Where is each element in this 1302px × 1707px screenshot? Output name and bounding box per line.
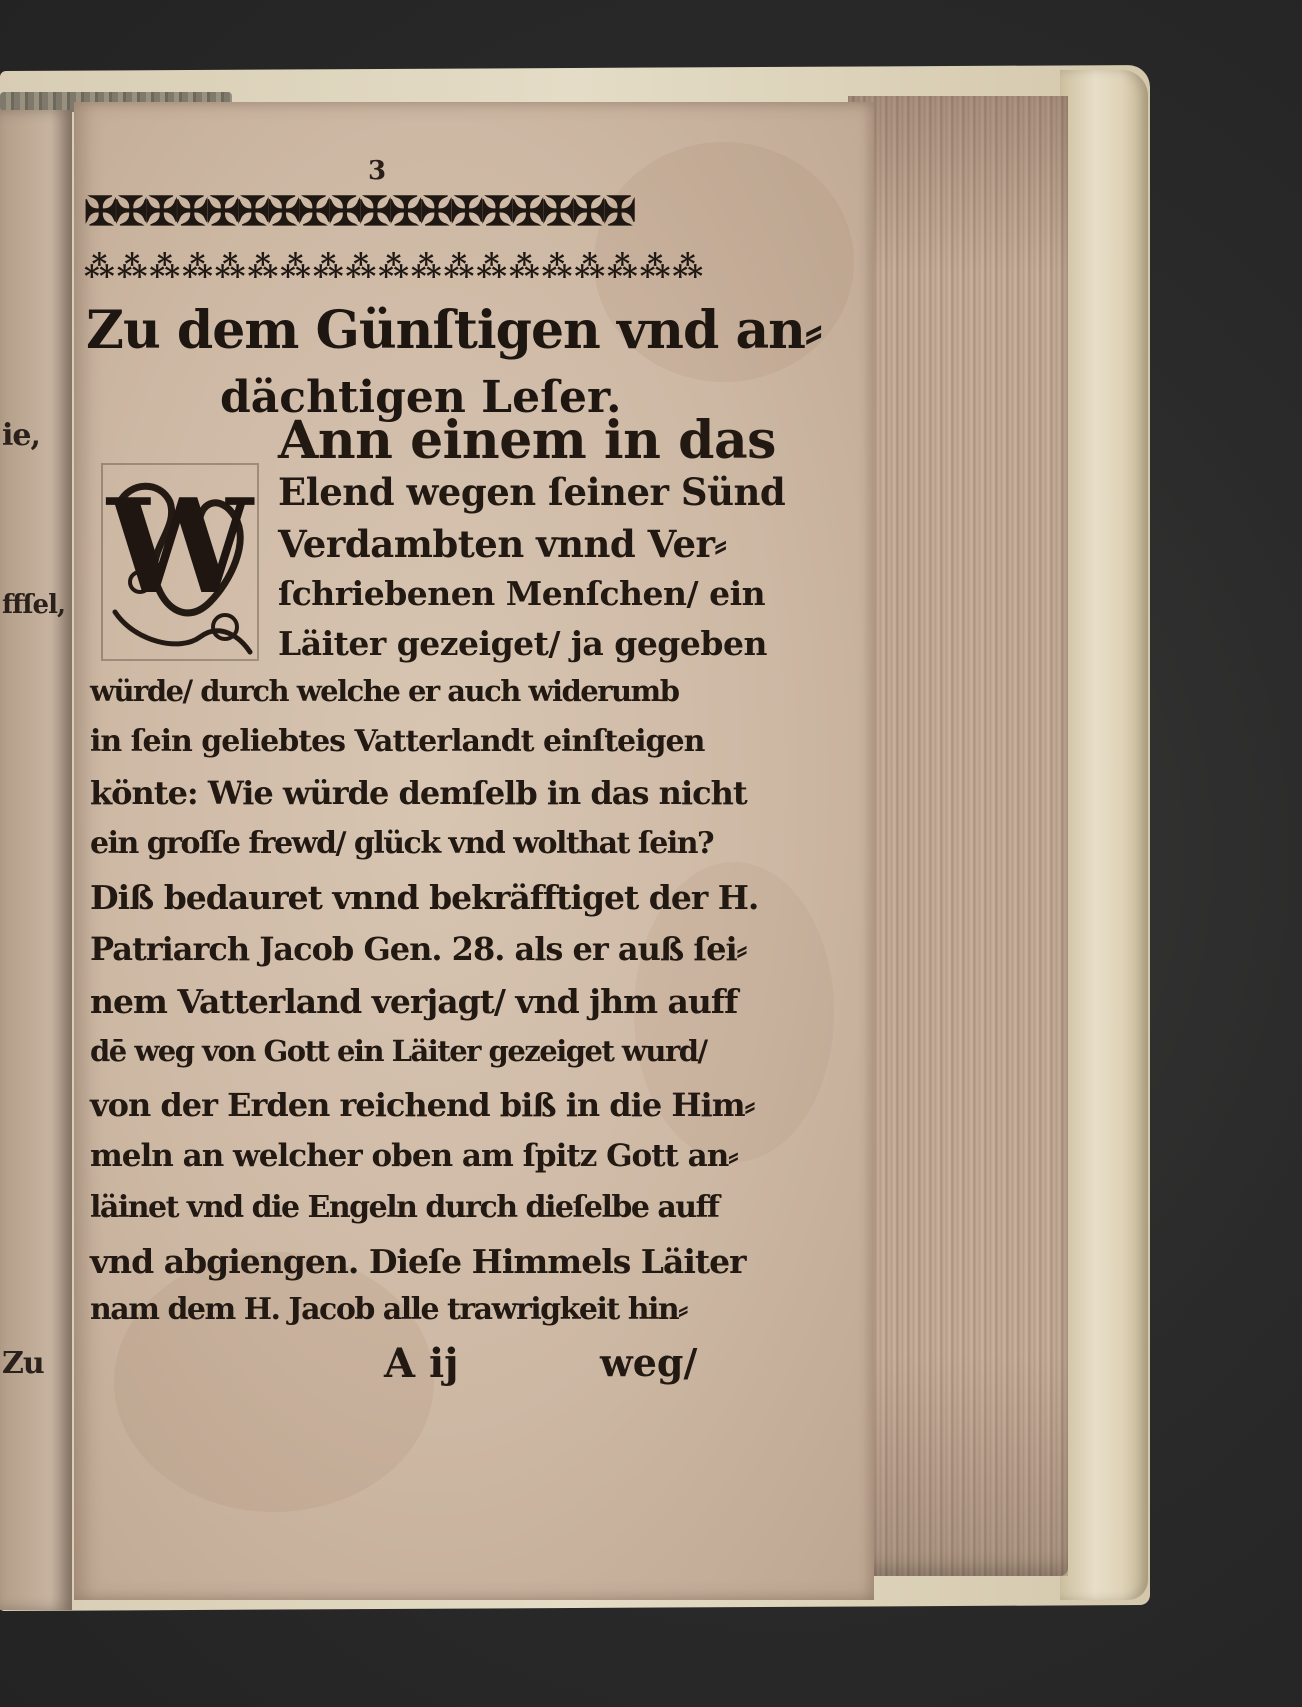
catchword: weg/ [600,1340,698,1385]
text-line: Patriarch Jacob Gen. 28. als er auß ſei⸗ [90,930,747,968]
book-cover-edge [1060,70,1148,1600]
decorated-initial [100,462,260,662]
text-line: meln an welcher oben am ſpitz Gott an⸗ [90,1138,738,1174]
heading: Zu dem Günſtigen vnd an⸗ [86,300,822,361]
ornament-band-top: ✠✠✠✠✠✠✠✠✠✠✠✠✠✠✠✠✠✠ [84,188,634,235]
text-line: dē weg von Gott ein Läiter gezeiget wurd/ [90,1034,707,1068]
text-line: Verdambten vnnd Ver⸗ [278,522,727,566]
text-line: ein groſſe frewd/ glück vnd wolthat ſein? [90,826,714,861]
subheading: dächtigen Leſer. [220,372,622,423]
text-line: Ann einem in das [278,410,776,471]
left-page-fragment: ie, [2,418,40,453]
text-line: vnd abgiengen. Dieſe Himmels Läiter [90,1242,746,1281]
text-line: läinet vnd die Engeln durch dieſelbe auff [90,1190,719,1225]
left-page [0,110,72,1610]
text-line: würde/ durch welche er auch widerumb [90,674,679,708]
left-page-fragment: ffſel, [2,590,66,620]
text-line: nem Vatterland verjagt/ vnd jhm auff [90,982,738,1021]
text-line: könte: Wie würde demſelb in das nicht [90,774,747,812]
text-line: von der Erden reichend biß in die Him⸗ [90,1086,755,1124]
signature-mark: A ij [384,1340,459,1387]
page-number: 3 [368,156,387,186]
text-line: in ſein geliebtes Vatterlandt einſteigen [90,724,705,759]
initial-letter: W [107,470,253,623]
text-line: Läiter gezeiget/ ja gegeben [278,624,767,663]
ornament-band-bottom: ⁂⁂⁂⁂⁂⁂⁂⁂⁂⁂⁂⁂⁂⁂⁂⁂⁂⁂⁂ [84,250,706,285]
text-line: ſchriebenen Menſchen/ ein [278,574,766,613]
text-line: Elend wegen ſeiner Sünd [278,470,786,514]
text-line: Diß bedauret vnnd bekräfftiget der H. [90,878,759,917]
left-page-fragment: Zu [2,1346,44,1381]
text-line: nam dem H. Jacob alle trawrigkeit hin⸗ [90,1292,687,1327]
